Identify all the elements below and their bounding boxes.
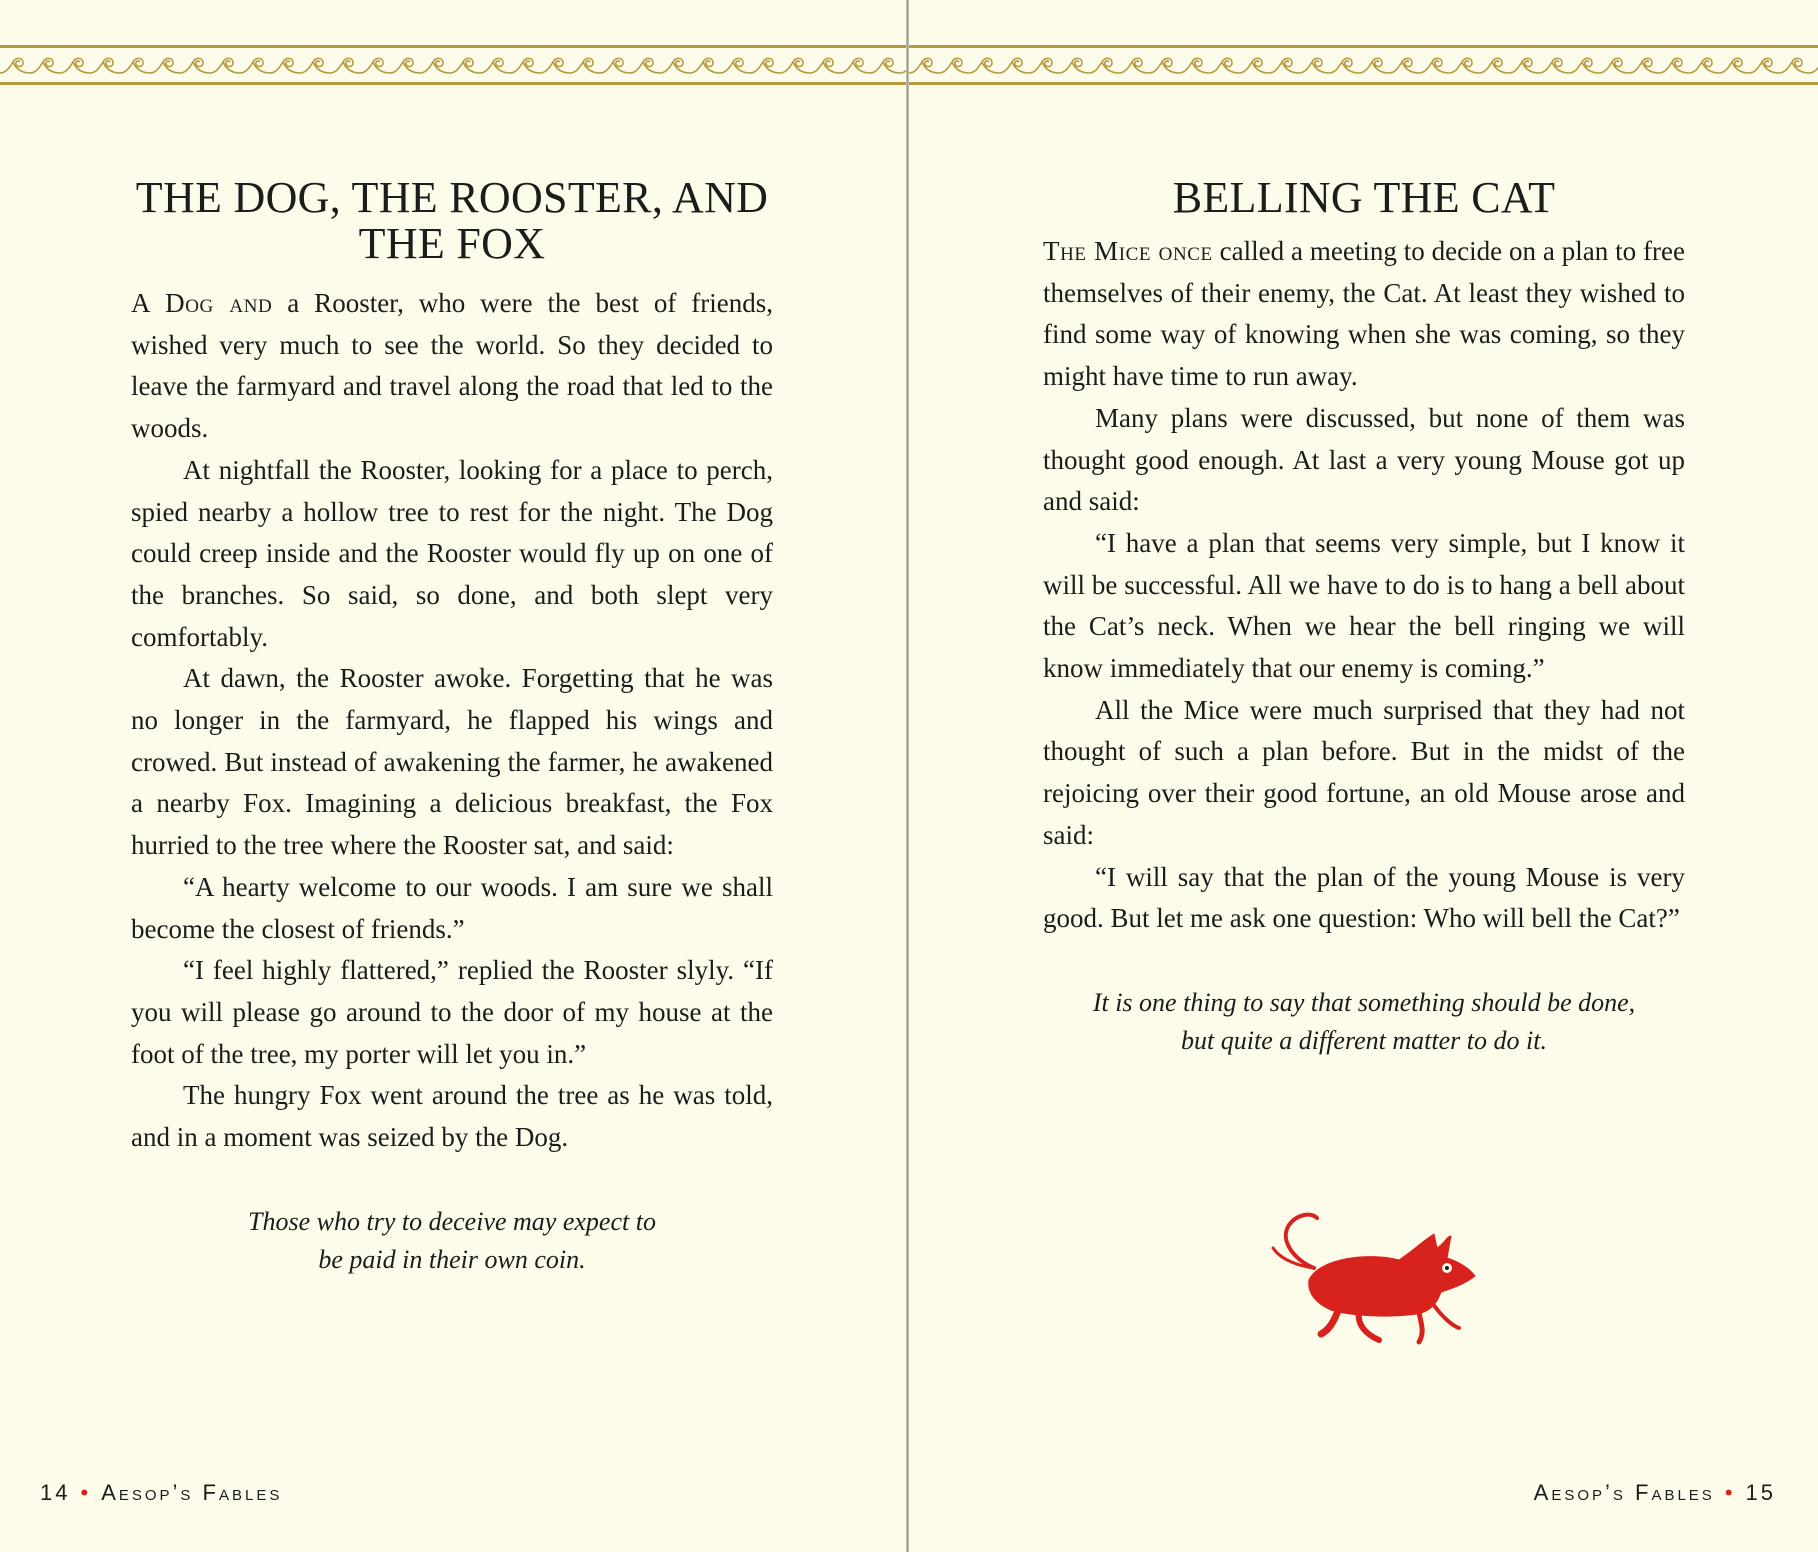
story-title: BELLING THE CAT [1172, 173, 1556, 222]
footer-right [1534, 1480, 1776, 1506]
story-body [1043, 231, 1685, 940]
drop-lead: A Dog and [131, 288, 273, 318]
paragraph: The hungry Fox went around the tree as he was told, and in a moment was seized by the Dog. [131, 1080, 773, 1153]
page-number: 14 [40, 1480, 71, 1505]
right-page [909, 0, 1818, 1552]
right-story [1043, 175, 1685, 1060]
running-head: Aesop’s Fables [101, 1480, 283, 1505]
moral-line-2: be paid in their own coin. [318, 1244, 586, 1274]
red-mouse-icon [1239, 1200, 1479, 1360]
paragraph: At dawn, the Rooster awoke. Forgetting that he was no longer in the farmyard, he flapped his wings and crowed. But instead of awakening the farmer, he awakened a nearby Fox. Imagining a delicious breakfast, the Fox hurried to the tree where the Rooster sat, and said: [131, 663, 773, 861]
paragraph [131, 283, 773, 450]
moral [1043, 984, 1685, 1060]
paragraph: At nightfall the Rooster, looking for a place to perch, spied nearby a hollow tree to rest for the night. The Dog could creep inside and the Rooster would fly up on one of the branches. So said, so done, and both slept very comfortably. [131, 454, 773, 652]
greek-wave-border-left [0, 44, 909, 86]
running-head: Aesop’s Fables [1533, 1480, 1715, 1505]
paragraph-text: called a meeting to decide on a plan to free themselves of their enemy, the Cat. At least they wished to find some way of knowing when she was coming, so they might have time to run away. [1043, 236, 1685, 392]
moral-line-2: but quite a different matter to do it. [1181, 1025, 1547, 1055]
paragraph-text: a Rooster, who were the best of friends, wished very much to see the world. So they decided to leave the farmyard and travel along the road that led to the woods. [131, 288, 774, 444]
page-number: 15 [1745, 1480, 1776, 1505]
story-title [131, 175, 773, 267]
paragraph: “I have a plan that seems very simple, but I know it will be successful. All we have to do is to hang a bell about the Cat’s neck. When we hear the bell ringing we will know immediately that our enemy is coming.” [1043, 527, 1685, 684]
book-gutter [906, 0, 909, 1552]
paragraph: “A hearty welcome to our woods. I am sure we shall become the closest of friends.” [131, 871, 773, 944]
bullet-icon: • [1724, 1480, 1736, 1505]
left-story [131, 175, 773, 1279]
paragraph: All the Mice were much surprised that they had not thought of such a plan before. But in the midst of the rejoicing over their good fortune, an old Mouse arose and said: [1043, 694, 1685, 850]
greek-wave-border-right [909, 44, 1818, 86]
drop-lead: The Mice once [1043, 236, 1213, 266]
title-line-2: THE FOX [358, 219, 546, 268]
story-body [131, 283, 773, 1159]
footer-left [40, 1480, 282, 1506]
paragraph: Many plans were discussed, but none of them was thought good enough. At last a very young Mouse got up and said: [1043, 402, 1685, 517]
moral-line-1: Those who try to deceive may expect to [248, 1206, 656, 1236]
title-line-1: THE DOG, THE ROOSTER, AND [135, 173, 769, 222]
paragraph: “I feel highly flattered,” replied the Rooster slyly. “If you will please go around to the door of my house at the foot of the tree, my porter will let you in.” [131, 955, 773, 1069]
bullet-icon: • [80, 1480, 92, 1505]
moral-line-1: It is one thing to say that something should be done, [1092, 987, 1636, 1017]
paragraph [1043, 231, 1685, 398]
paragraph: “I will say that the plan of the young Mouse is very good. But let me ask one question: Who will bell the Cat?” [1043, 861, 1685, 934]
moral [131, 1203, 773, 1279]
